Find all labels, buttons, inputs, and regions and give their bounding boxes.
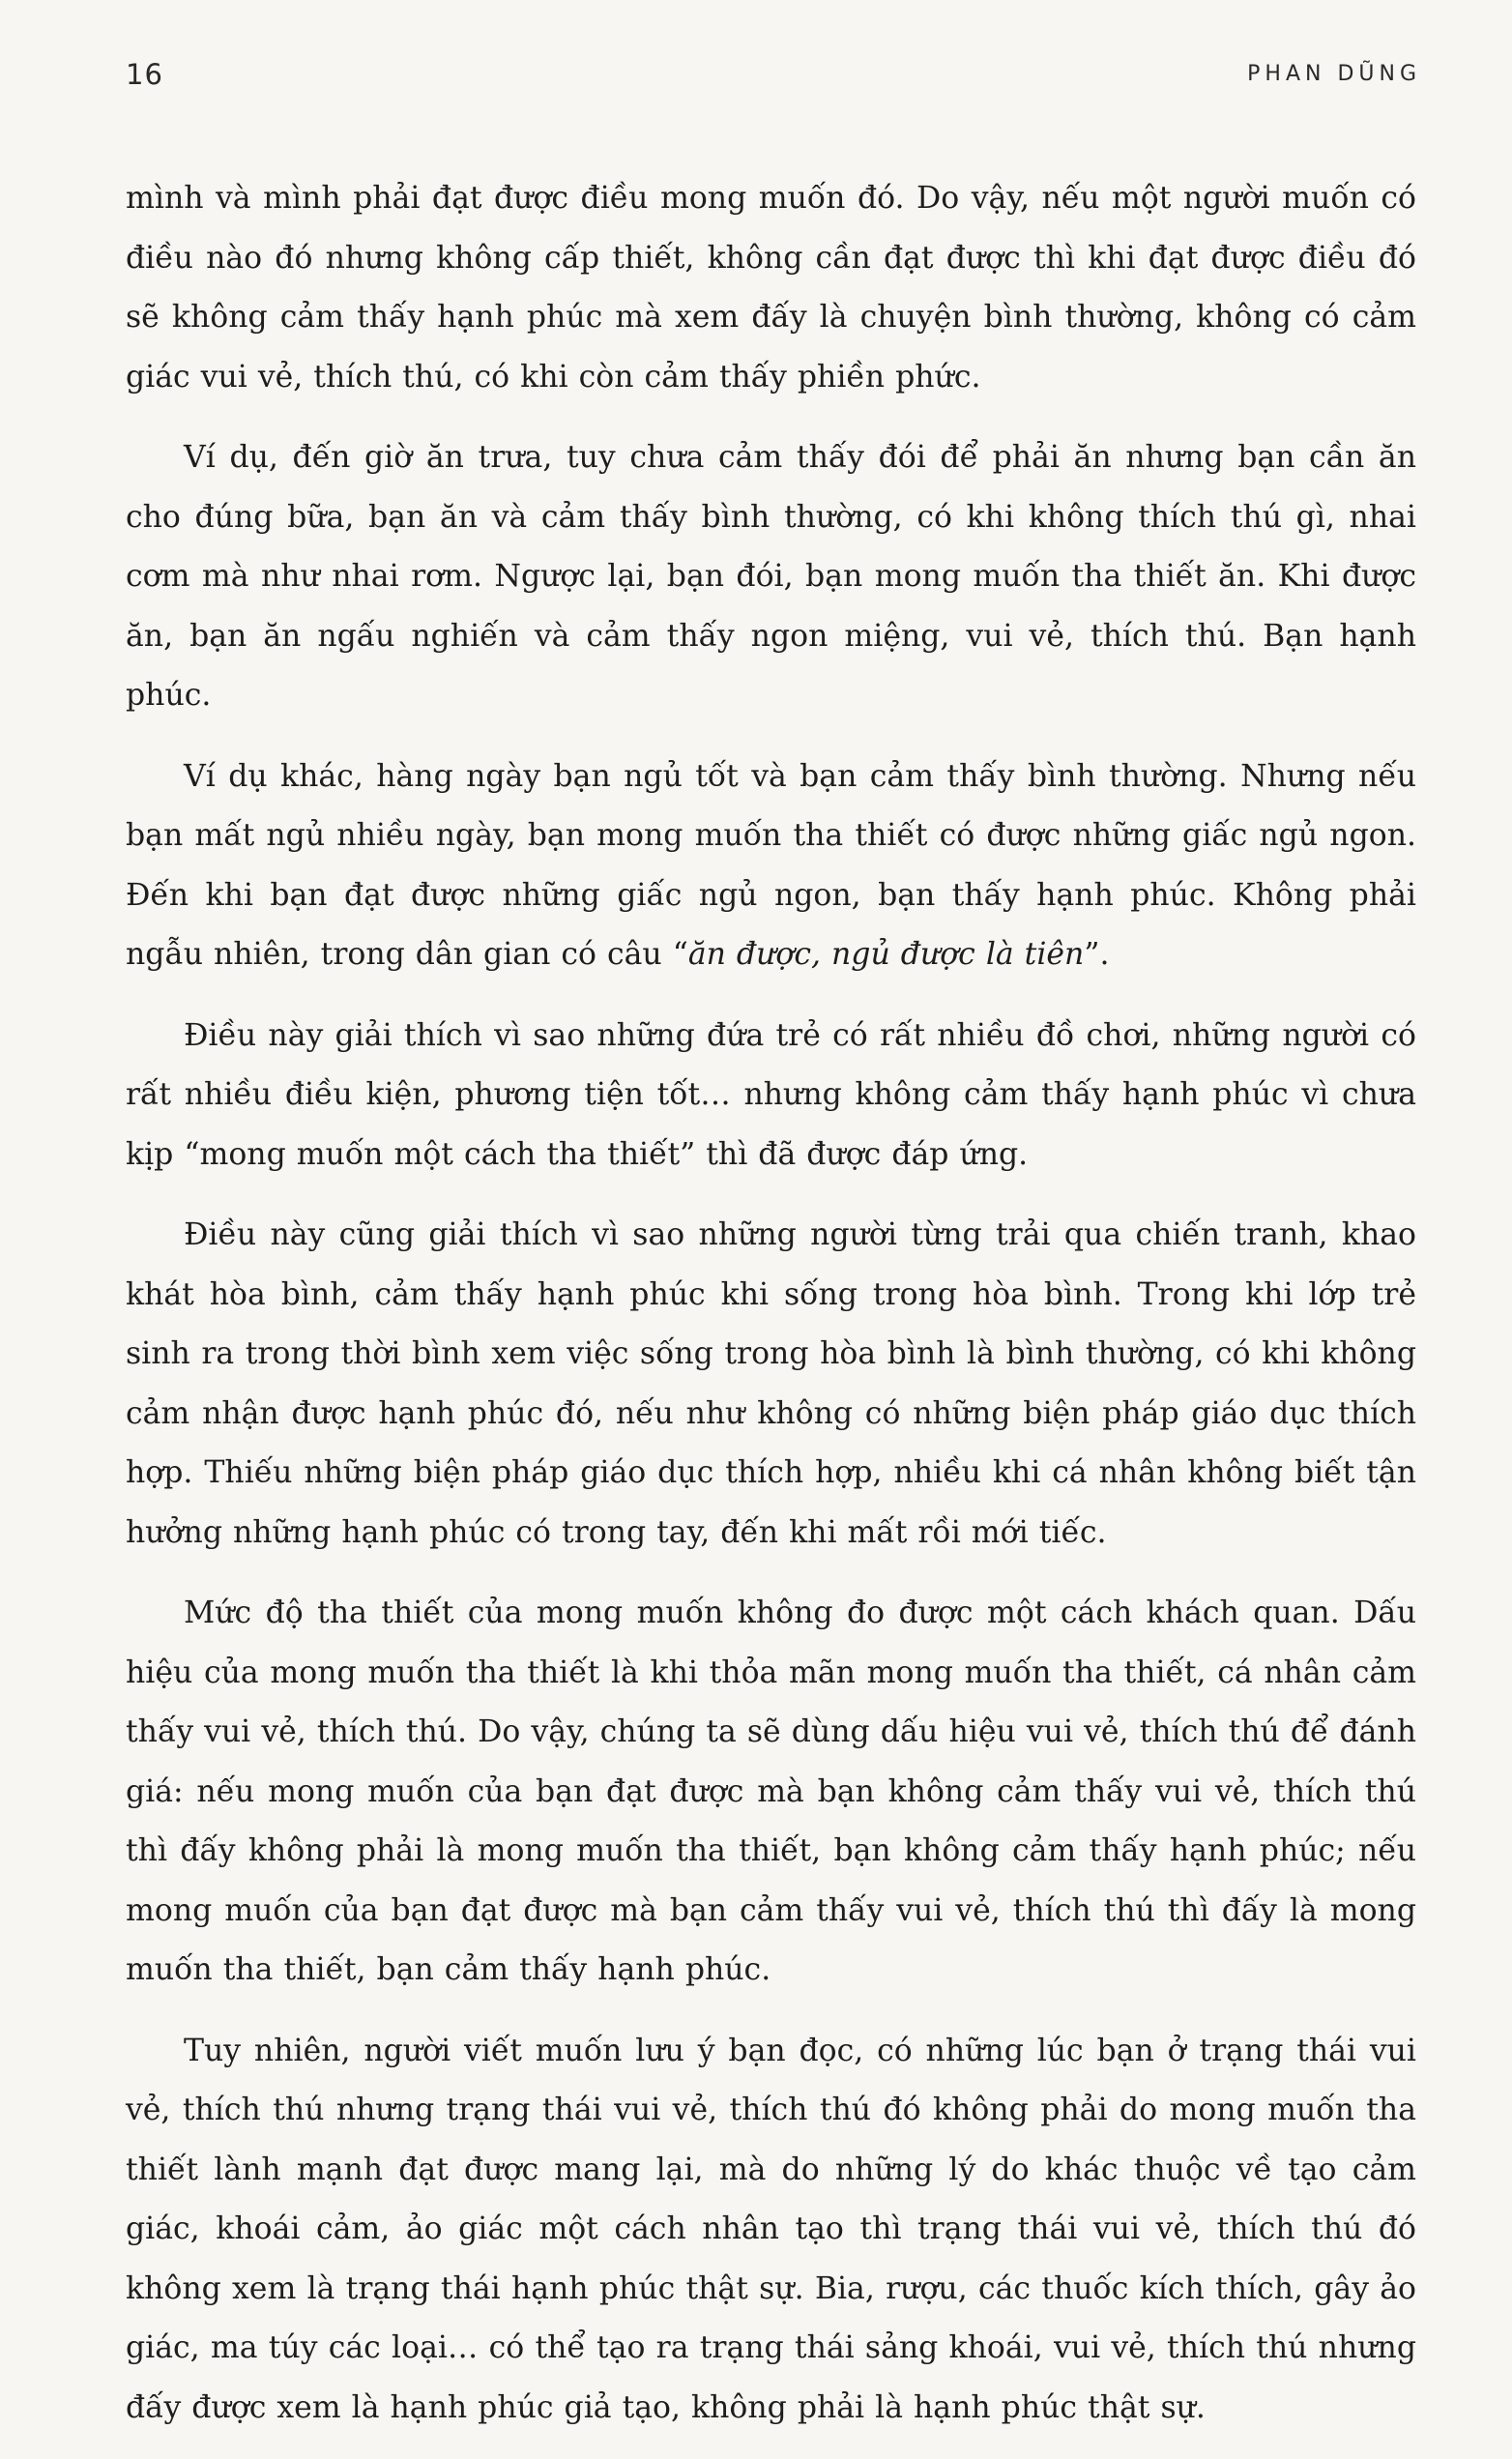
running-header: [126, 58, 1421, 97]
paragraph: [126, 747, 1416, 985]
paragraph: Mức độ tha thiết của mong muốn không đo được một cách khách quan. Dấu hiệu của mong muốn tha thiết là khi thỏa mãn mong muốn tha thiết, cá nhân cảm thấy vui vẻ, thích thú. Do vậy, chúng ta sẽ dùng dấu hiệu vui vẻ, thích thú để đánh giá: nếu mong muốn của bạn đạt được mà bạn không cảm thấy vui vẻ, thích thú thì đấy không phải là mong muốn tha thiết, bạn không cảm thấy hạnh phúc; nếu mong muốn của bạn đạt được mà bạn cảm thấy vui vẻ, thích thú thì đấy là mong muốn tha thiết, bạn cảm thấy hạnh phúc.: [126, 1595, 1416, 1987]
paragraph: Ví dụ, đến giờ ăn trưa, tuy chưa cảm thấy đói để phải ăn nhưng bạn cần ăn cho đúng bữa, bạn ăn và cảm thấy bình thường, có khi không thích thú gì, nhai cơm mà như nhai rơm. Ngược lại, bạn đói, bạn mong muốn tha thiết ăn. Khi được ăn, bạn ăn ngấu nghiến và cảm thấy ngon miệng, vui vẻ, thích thú. Bạn hạnh phúc.: [126, 440, 1416, 713]
author-name: PHAN DŨNG: [1247, 62, 1421, 86]
paragraph-text: Ví dụ khác, hàng ngày bạn ngủ tốt và bạn cảm thấy bình thường. Nhưng nếu bạn mất ngủ nhiều ngày, bạn mong muốn tha thiết có được những giấc ngủ ngon. Đến khi bạn đạt được những giấc ngủ ngon, bạn thấy hạnh phúc. Không phải ngẫu nhiên, trong dân gian có câu “: [126, 758, 1416, 972]
body-text: [126, 169, 1416, 2459]
paragraph: Điều này cũng giải thích vì sao những người từng trải qua chiến tranh, khao khát hòa bình, cảm thấy hạnh phúc khi sống trong hòa bình. Trong khi lớp trẻ sinh ra trong thời bình xem việc sống trong hòa bình là bình thường, có khi không cảm nhận được hạnh phúc đó, nếu như không có những biện pháp giáo dục thích hợp. Thiếu những biện pháp giáo dục thích hợp, nhiều khi cá nhân không biết tận hưởng những hạnh phúc có trong tay, đến khi mất rồi mới tiếc.: [126, 1217, 1416, 1550]
paragraph: Điều này giải thích vì sao những đứa trẻ có rất nhiều đồ chơi, những người có rất nhiều điều kiện, phương tiện tốt… nhưng không cảm thấy hạnh phúc vì chưa kịp “mong muốn một cách tha thiết” thì đã được đáp ứng.: [126, 1017, 1416, 1172]
paragraph: mình và mình phải đạt được điều mong muốn đó. Do vậy, nếu một người muốn có điều nào đó nhưng không cấp thiết, không cần đạt được thì khi đạt được điều đó sẽ không cảm thấy hạnh phúc mà xem đấy là chuyện bình thường, không có cảm giác vui vẻ, thích thú, có khi còn cảm thấy phiền phức.: [126, 181, 1416, 395]
paragraph-text: ”.: [1084, 937, 1110, 972]
page-number: 16: [126, 58, 163, 91]
italic-quote: ăn được, ngủ được là tiên: [687, 937, 1085, 972]
paragraph: Tuy nhiên, người viết muốn lưu ý bạn đọc, có những lúc bạn ở trạng thái vui vẻ, thích thú nhưng trạng thái vui vẻ, thích thú đó không phải do mong muốn tha thiết lành mạnh đạt được mang lại, mà do những lý do khác thuộc về tạo cảm giác, khoái cảm, ảo giác một cách nhân tạo thì trạng thái vui vẻ, thích thú đó không xem là trạng thái hạnh phúc thật sự. Bia, rượu, các thuốc kích thích, gây ảo giác, ma túy các loại… có thể tạo ra trạng thái sảng khoái, vui vẻ, thích thú nhưng đấy được xem là hạnh phúc giả tạo, không phải là hạnh phúc thật sự.: [126, 2033, 1416, 2425]
